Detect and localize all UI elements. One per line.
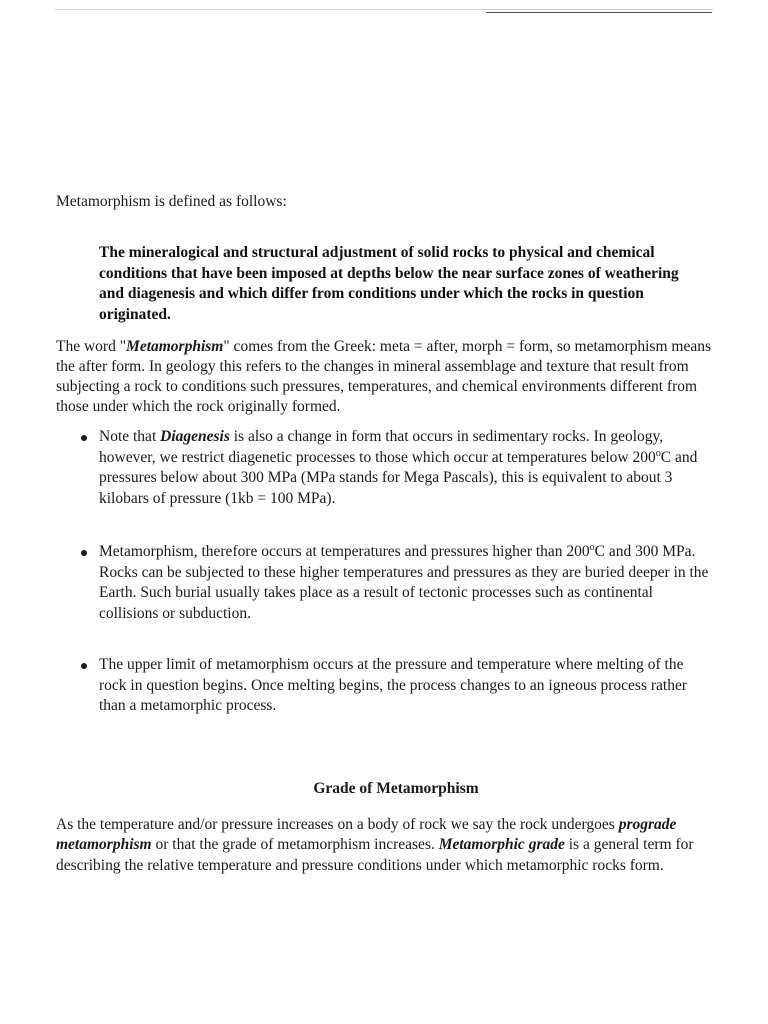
bullet-dot [81,435,87,441]
bullet-metamorphism-conditions [56,542,712,624]
term-prograde-metamorphism: prograde metamorphism [56,815,677,853]
bullet-2-text: Metamorphism, therefore occurs at temperatures and pressures higher than 200 [99,543,590,560]
document-body [56,192,712,876]
term-metamorphic-grade: Metamorphic grade [438,836,565,853]
bullet-1-start: Note that [99,428,161,445]
section-heading: Grade of Metamorphism [313,779,479,797]
bullet-2-text-end: C and 300 MPa. Rocks can be subjected to these higher temperatures and pressures as they are buried deeper in the Earth. Such burial usually takes place as a result of tectonic processes such as continental collisions or subduction. [99,543,709,622]
grade-text-start: As the temperature and/or pressure increases on a body of rock we say the rock undergoes [56,815,619,833]
degree-superscript: o [589,542,595,553]
intro-text: Metamorphism is defined as follows: [56,193,287,210]
definition-block: The mineralogical and structural adjustment of solid rocks to physical and chemical conditions that have been imposed at depths below the near surface zones of weathering and diagenesis and which differ from conditions under which the rocks in question originated. [99,244,679,323]
bullet-3-text: The upper limit of metamorphism occurs at the pressure and temperature where melting of the rock in question begins. Once melting begins, the process changes to an igneous process rather than a metamorphic process. [99,656,687,714]
bullet-1-text: is also a change in form that occurs in sedimentary rocks. In geology, however, we restrict diagenetic processes to those which occur at temperatures below 200 [99,428,664,466]
bullet-1-text-end: C and pressures below about 300 MPa (MPa stands for Mega Pascals), this is equivalent to about 3 kilobars of pressure (1kb = 100 MPa). [99,448,698,507]
etymology-text-end: " comes from the Greek: meta = after, morph = form, so metamorphism means the after form. In geology this refers to the changes in mineral assemblage and texture that result from subjecting a rock to conditions such pressures, temperatures, and chemical environments different from those under which the rock originally formed. [56,338,711,415]
header-short-rule [486,12,712,13]
bullet-dot [81,663,87,669]
term-metamorphism: Metamorphism [126,338,224,355]
bullet-upper-limit [56,655,712,717]
term-diagenesis: Diagenesis [160,428,230,445]
grade-text-end: is a general term for describing the relative temperature and pressure conditions under which metamorphic rocks form. [56,836,694,874]
etymology-paragraph [56,337,712,417]
grade-text-middle: or that the grade of metamorphism increases. [151,836,439,853]
bullet-list [56,427,712,717]
degree-superscript: o [655,447,661,459]
header-rule [55,9,713,10]
etymology-text-start: The word " [56,338,127,355]
bullet-diagenesis [56,427,712,509]
bullet-dot [81,550,87,556]
grade-paragraph [56,815,712,877]
